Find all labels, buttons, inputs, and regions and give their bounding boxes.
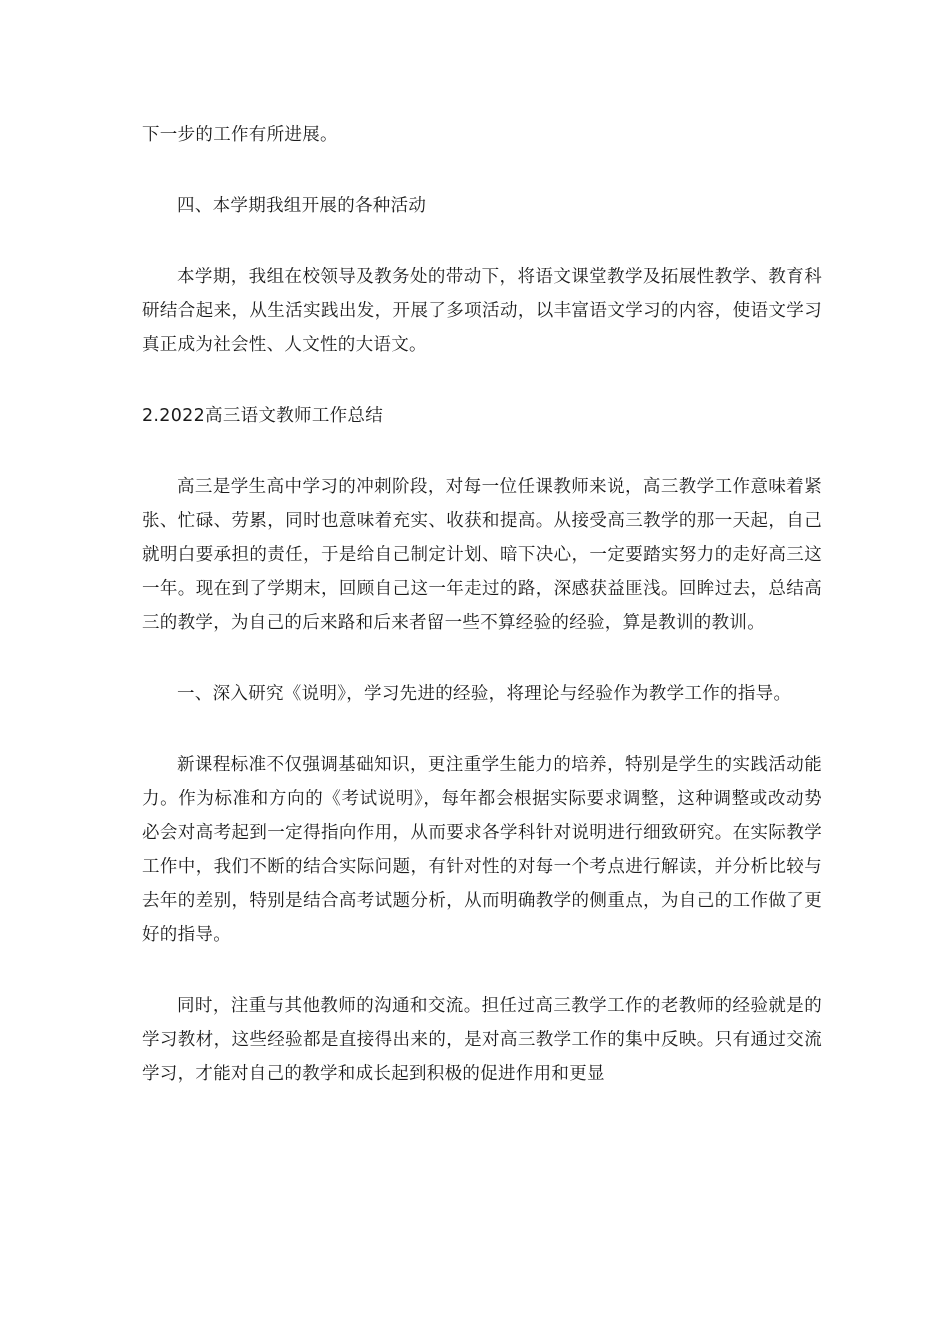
document-body (142, 118, 822, 1128)
subheading-activities: 四、本学期我组开展的各种活动 (177, 196, 427, 216)
paragraph-intro: 高三是学生高中学习的冲刺阶段，对每一位任课教师来说，高三教学工作意味着紧张、忙碌、劳累，同时也意味着充实、收获和提高。从接受高三教学的那一天起，自己就明白要承担的责任，于是给自己制定计划、暗下决心，一定要踏实努力的走好高三这一年。现在到了学期末，回顾自己这一年走过的路，深感获益匪浅。回眸过去，总结高三的教学，为自己的后来路和后来者留一些不算经验的经验，算是教训的教训。 (142, 477, 822, 633)
paragraph-curriculum: 新课程标准不仅强调基础知识，更注重学生能力的培养，特别是学生的实践活动能力。作为标准和方向的《考试说明》，每年都会根据实际要求调整，这种调整或改动势必会对高考起到一定得指向作用，从而要求各学科针对说明进行细致研究。在实际教学工作中，我们不断的结合实际问题，有针对性的对每一个考点进行解读，并分析比较与去年的差别，特别是结合高考试题分析，从而明确教学的侧重点，为自己的工作做了更好的指导。 (142, 755, 822, 945)
paragraph-point-one: 一、深入研究《说明》，学习先进的经验，将理论与经验作为教学工作的指导。 (177, 684, 792, 704)
paragraph-communication: 同时，注重与其他教师的沟通和交流。担任过高三教学工作的老教师的经验就是的学习教材，这些经验都是直接得出来的，是对高三教学工作的集中反映。只有通过交流学习，才能对自己的教学和成长起到积极的促进作用和更显 (142, 996, 822, 1084)
section-title: 2.2022高三语文教师工作总结 (142, 406, 384, 426)
paragraph-activities: 本学期，我组在校领导及教务处的带动下，将语文课堂教学及拓展性教学、教育科研结合起来，从生活实践出发，开展了多项活动，以丰富语文学习的内容，使语文学习真正成为社会性、人文性的大语文。 (142, 267, 822, 355)
paragraph-continuation: 下一步的工作有所进展。 (142, 125, 338, 145)
